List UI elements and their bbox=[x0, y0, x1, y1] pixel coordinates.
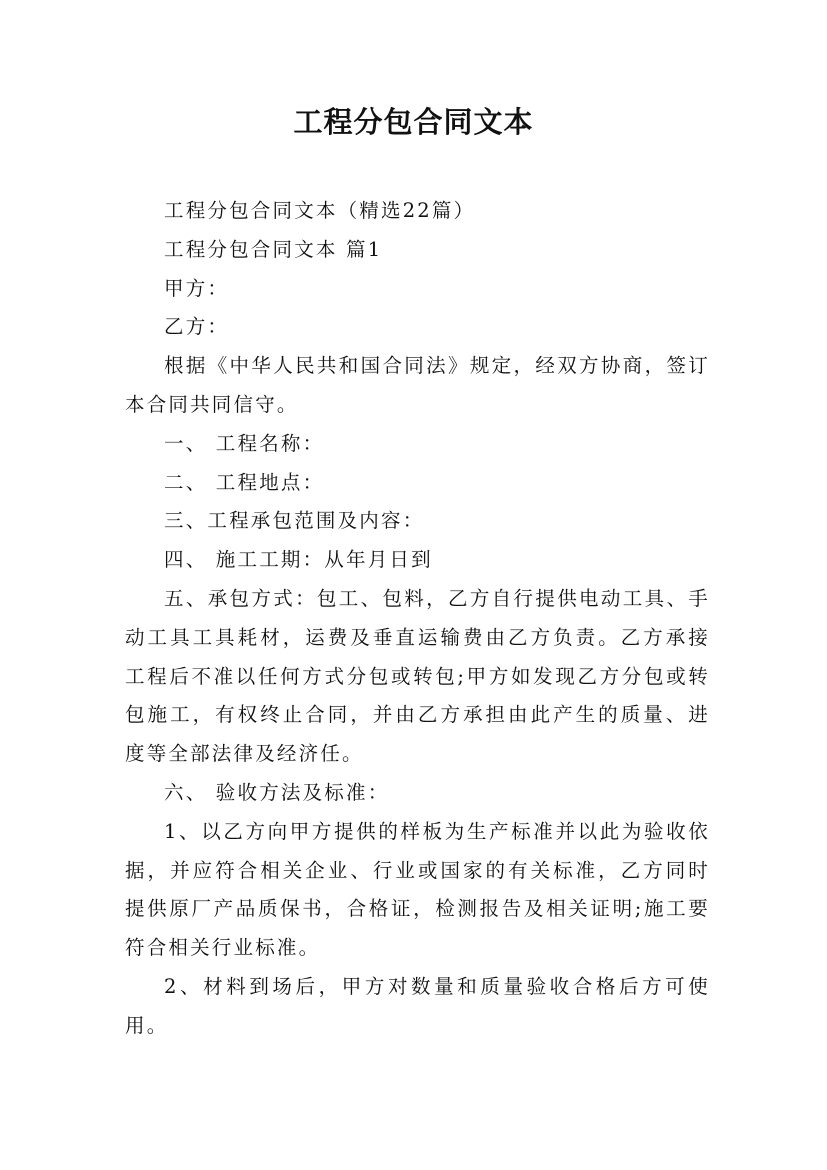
paragraph-contract-method: 五、承包方式：包工、包料，乙方自行提供电动工具、手动工具工具耗材，运费及垂直运输费由乙方负责。乙方承接工程后不准以任何方式分包或转包;甲方如发现乙方分包或转包施工，有权终止合同，并由乙方承担由此产生的质量、进度等全部法律及经济任。 bbox=[125, 586, 710, 766]
paragraph-construction-period: 四、 施工工期：从年月日到 bbox=[164, 548, 433, 572]
paragraph-project-name: 一、 工程名称： bbox=[164, 431, 325, 455]
document-body bbox=[125, 192, 710, 1046]
paragraph-subtitle: 工程分包合同文本（精选22篇） bbox=[164, 199, 476, 222]
document-title: 工程分包合同文本 bbox=[293, 105, 534, 139]
paragraph-party-a: 甲方： bbox=[164, 276, 230, 300]
paragraph-section-heading: 工程分包合同文本 篇1 bbox=[164, 237, 383, 261]
paragraph-acceptance-item-2: 2、材料到场后，甲方对数量和质量验收合格后方可使用。 bbox=[125, 974, 710, 1037]
paragraph-project-location: 二、 工程地点： bbox=[164, 470, 325, 494]
paragraph-preamble: 根据《中华人民共和国合同法》规定，经双方协商，签订本合同共同信守。 bbox=[125, 354, 710, 416]
paragraph-party-b: 乙方： bbox=[164, 315, 230, 339]
paragraph-acceptance-heading: 六、 验收方法及标准： bbox=[164, 780, 390, 804]
paragraph-project-scope: 三、工程承包范围及内容： bbox=[164, 509, 425, 533]
paragraph-acceptance-item-1: 1、以乙方向甲方提供的样板为生产标准并以此为验收依据，并应符合相关企业、行业或国家的有关标准，乙方同时提供原厂产品质保书，合格证，检测报告及相关证明;施工要符合相关行业标准。 bbox=[125, 819, 710, 960]
